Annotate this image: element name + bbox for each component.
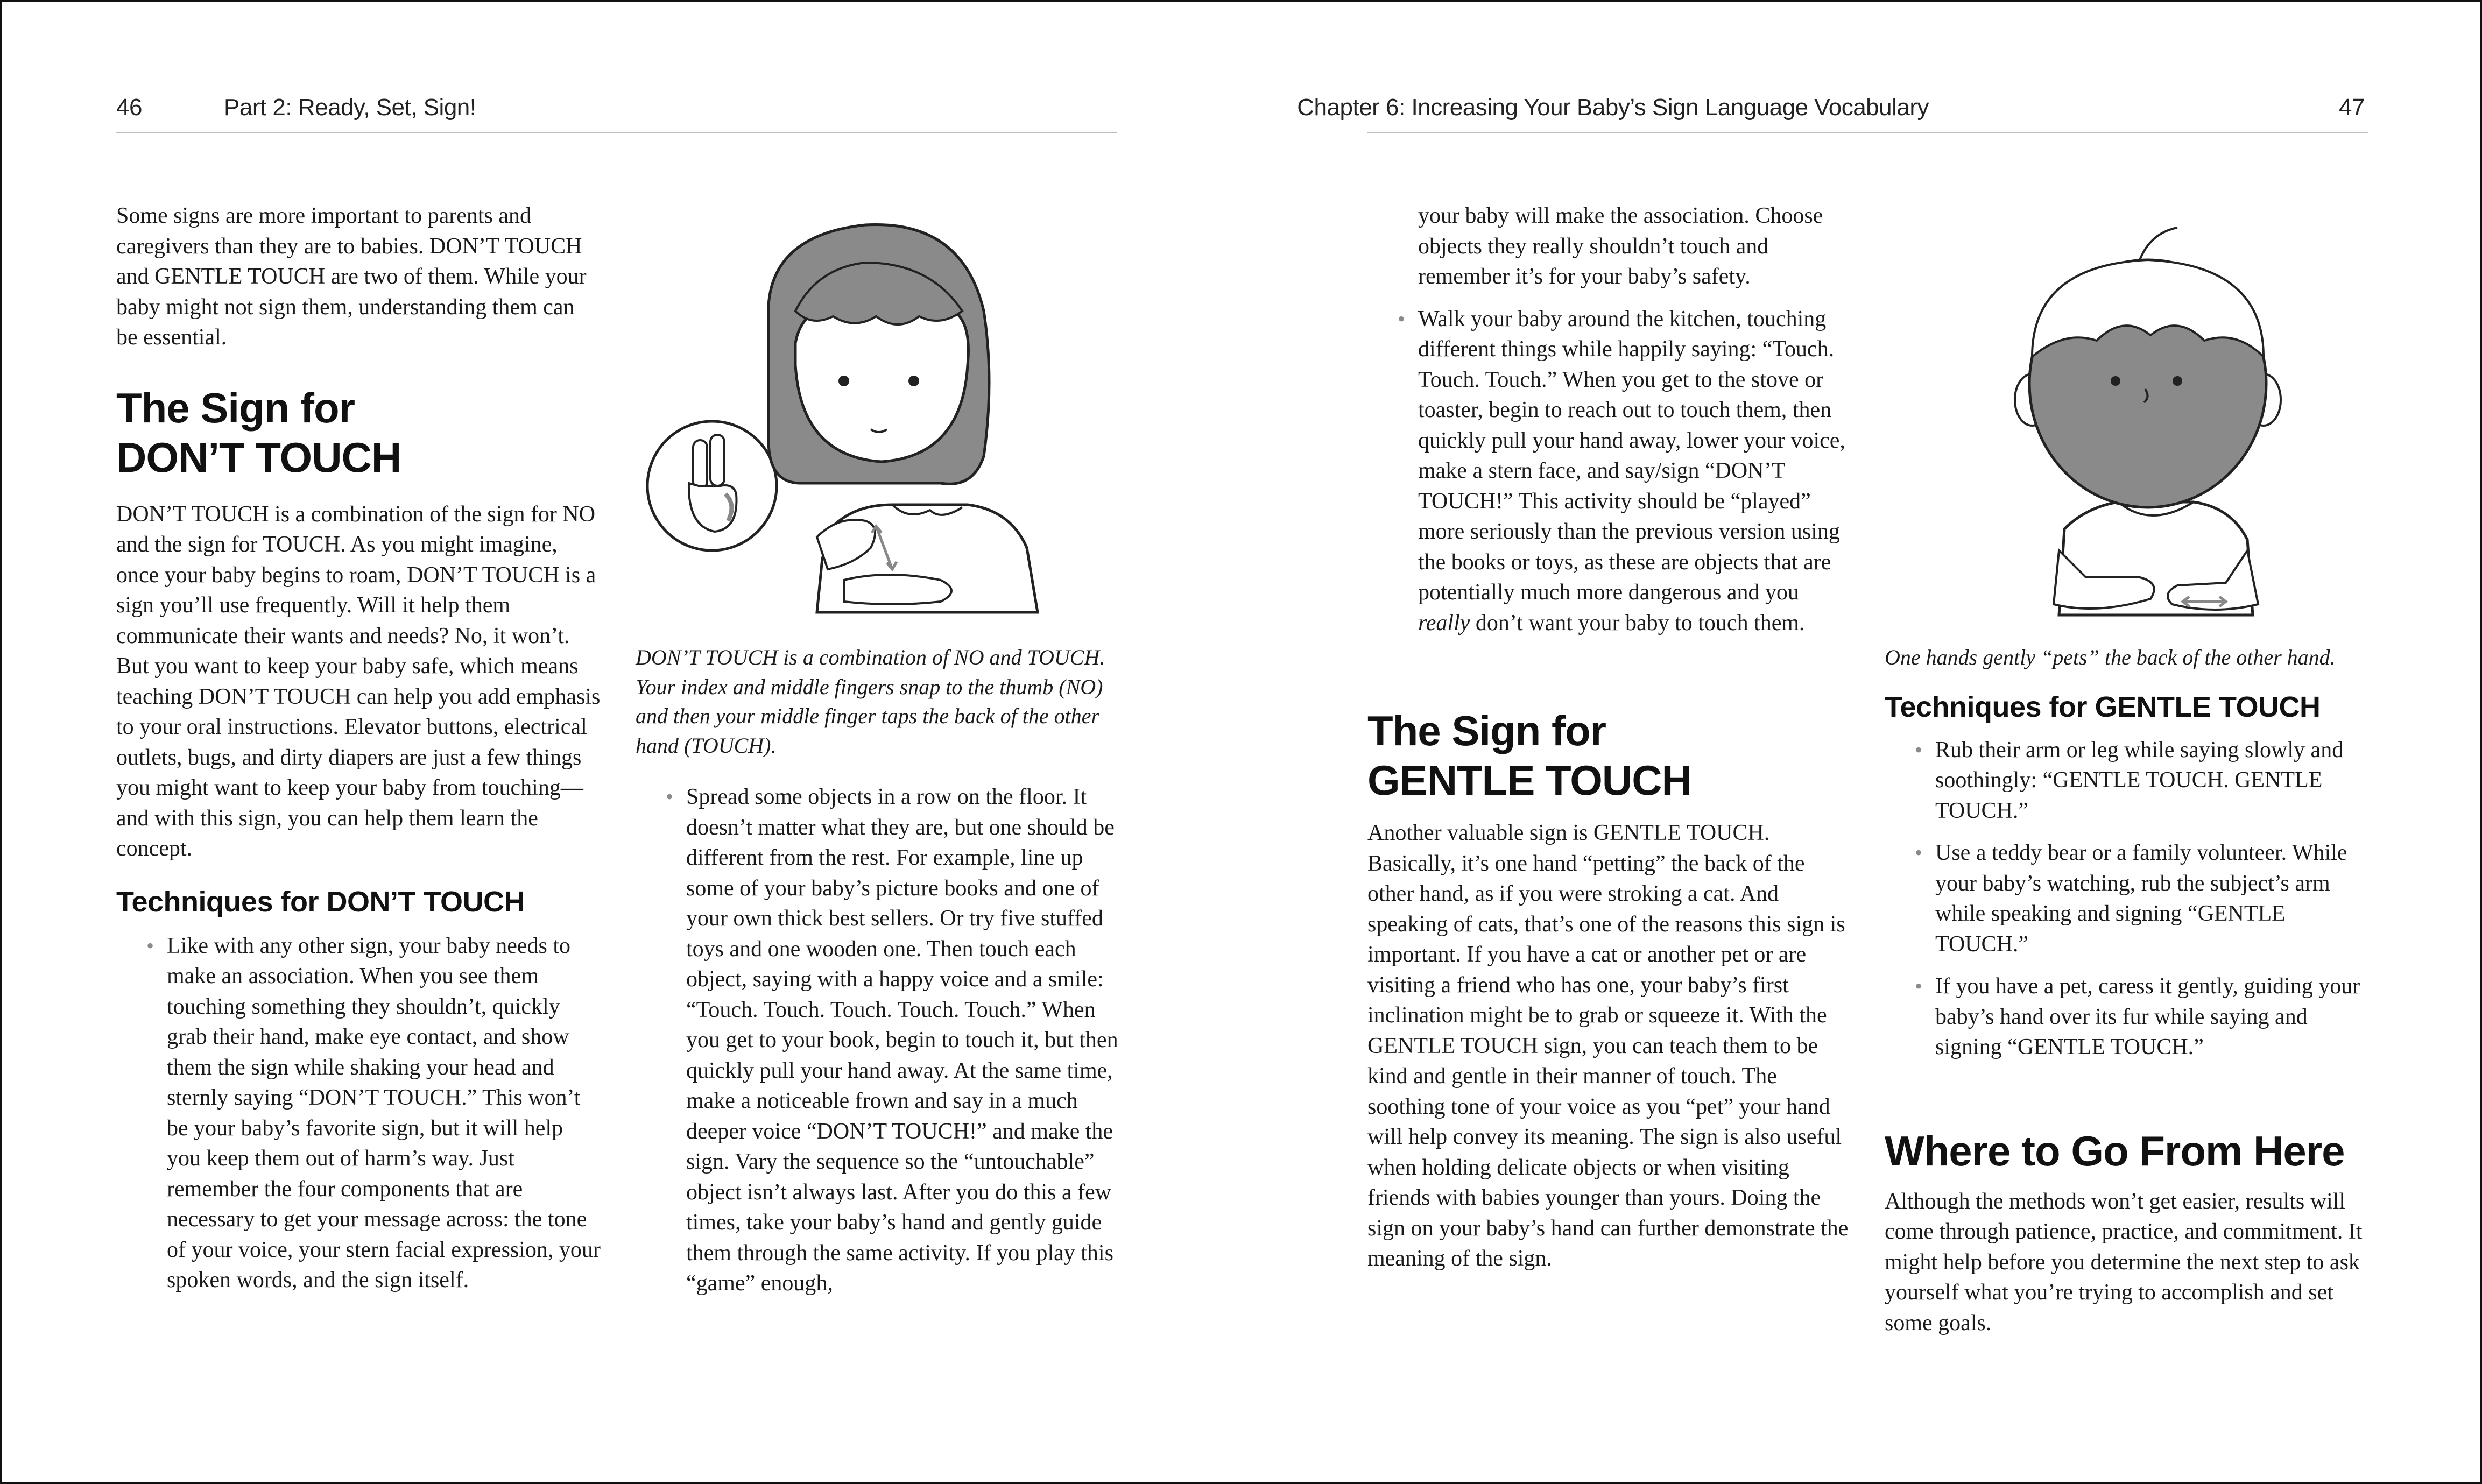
- heading-line-1: The Sign for: [116, 384, 355, 432]
- list-item: • Rub their arm or leg while saying slowly and soothingly: “GENTLE TOUCH. GENTLE TOUCH.”: [1912, 735, 2369, 826]
- left-column-1: [116, 201, 601, 1308]
- list-item: • Like with any other sign, your baby needs to make an association. When you see them touching something they shouldn’t, quickly grab their hand, make eye contact, and show them the sign while shaking your head and sternly saying “DON’T TOUCH.” This won’t be your baby’s favorite sign, but it will help you keep them out of harm’s way. Just remember the four components that are necessary to get your message across: the tone of your voice, your stern facial expression, your spoken words, and the sign itself.: [143, 931, 601, 1296]
- intro-paragraph: Some signs are more important to parents and caregivers than they are to babies. DON’T TOUCH and GENTLE TOUCH are two of them. While your baby might not sign them, understanding them can be essential.: [116, 203, 587, 350]
- where-to-go-body: Although the methods won’t get easier, results will come through patience, practice, and commitment. It might help before you determine the next step to ask yourself what you’re trying to accomplish and set some goals.: [1885, 1189, 2363, 1335]
- gentle-touch-bullets: [1912, 735, 2369, 1063]
- list-item: • If you have a pet, caress it gently, guiding your baby’s hand over its fur while saying and signing “GENTLE TOUCH.”: [1912, 971, 2369, 1063]
- bullet-text-b: don’t want your baby to touch them.: [1470, 610, 1805, 635]
- list-item: • Use a teddy bear or a family volunteer. While your baby’s watching, rub the subject’s arm while speaking and signing “GENTLE TOUCH.”: [1912, 838, 2369, 959]
- list-item: [1394, 304, 1852, 639]
- left-column-2: [636, 643, 1120, 1311]
- techniques-heading-gentle-touch: Techniques for GENTLE TOUCH: [1885, 690, 2321, 723]
- illustration-gentle-touch: [1924, 206, 2366, 626]
- kitchen-bullets: [1394, 304, 1852, 639]
- gentle-touch-body: Another valuable sign is GENTLE TOUCH. Basically, it’s one hand “petting” the back of the other hand, as if you were stroking a cat. And speaking of cats, that’s one of the reasons this sign is important. If you have a cat or another pet or are visiting a friend who has one, your baby’s first inclination might be to grab or squeeze it. With the GENTLE TOUCH sign, you can teach them to be kind and gentle in their manner of touch. The soothing tone of your voice as you “pet” your hand will help convey its meaning. The sign is also useful when holding delicate objects or when visiting friends with babies younger than yours. Doing the sign on your baby’s hand can further demonstrate the meaning of the sign.: [1367, 821, 1849, 1271]
- figure-caption: One hands gently “pets” the back of the other hand.: [1885, 645, 2336, 669]
- dont-touch-body: DON’T TOUCH is a combination of the sign for NO and the sign for TOUCH. As you might imagine, once your baby begins to roam, DON’T TOUCH is a sign you’ll use frequently. Will it help them communicate their wants and needs? No, it won’t. But you want to keep your baby safe, which means teaching DON’T TOUCH can help you add emphasis to your oral instructions. Elevator buttons, electrical outlets, bugs, and dirty diapers are just a few things you might want to keep your baby from touching—and with this sign, you can help them learn the concept.: [116, 501, 601, 861]
- bullet-text-a: Walk your baby around the kitchen, touching different things while happily saying: “Touch. Touch. Touch.” When you get to the stove or toaster, begin to reach out to touch them, then quickly pull your hand away, lower your voice, make a stern face, and say/sign “DON’T TOUCH!” This activity should be “played” more seriously than the previous version using the books or toys, as these are objects that are potentially much more dangerous and you: [1418, 306, 1845, 605]
- section-heading-where-to-go: Where to Go From Here: [1885, 1127, 2345, 1175]
- page-number: 46: [116, 94, 142, 121]
- bullet-emphasis: really: [1418, 610, 1470, 635]
- right-page: [1241, 0, 2482, 1484]
- figure-caption: DON’T TOUCH is a combination of NO and TOUCH. Your index and middle fingers snap to the thumb (NO) and then your middle finger taps the back of the other hand (TOUCH).: [636, 645, 1105, 758]
- header-rule: [116, 132, 1117, 133]
- right-column-1: [1367, 201, 1852, 1274]
- boy-signing-illustration: [1924, 206, 2366, 626]
- section-heading-gentle-touch: [1367, 706, 1852, 805]
- section-heading-dont-touch: [116, 383, 601, 482]
- girl-signing-illustration: [639, 203, 1113, 634]
- page-number: 47: [2339, 94, 2365, 121]
- heading-line-2: DON’T TOUCH: [116, 433, 401, 481]
- illustration-dont-touch: [639, 203, 1113, 634]
- list-item: • Spread some objects in a row on the floor. It doesn’t matter what they are, but one should be different from the rest. For example, line up some of your baby’s picture books and one of your own thick best sellers. Or try five stuffed toys and one wooden one. Then touch each object, saying with a happy voice and a smile: “Touch. Touch. Touch. Touch. Touch.” When you get to your book, begin to touch it, but then quickly pull your hand away. At the same time, make a noticeable frown and say in a much deeper voice “DON’T TOUCH!” and make the sign. Vary the sequence so the “untouchable” object isn’t always last. After you do this a few times, take your baby’s hand and gently guide them through the same activity. If you play this “game” enough,: [662, 782, 1120, 1299]
- running-head: Part 2: Ready, Set, Sign!: [224, 94, 476, 121]
- header-rule: [1367, 132, 2368, 133]
- running-head: Chapter 6: Increasing Your Baby’s Sign Language Vocabulary: [1297, 94, 1929, 121]
- continued-paragraph: your baby will make the association. Choose objects they really shouldn’t touch and remember it’s for your baby’s safety.: [1418, 203, 1823, 289]
- right-column-2: [1885, 643, 2369, 1338]
- dont-touch-bullets-continued: [662, 782, 1120, 1299]
- dont-touch-bullets: [143, 931, 601, 1296]
- heading-line-1: The Sign for: [1367, 707, 1606, 754]
- heading-line-2: GENTLE TOUCH: [1367, 757, 1691, 804]
- techniques-heading-dont-touch: Techniques for DON’T TOUCH: [116, 885, 525, 918]
